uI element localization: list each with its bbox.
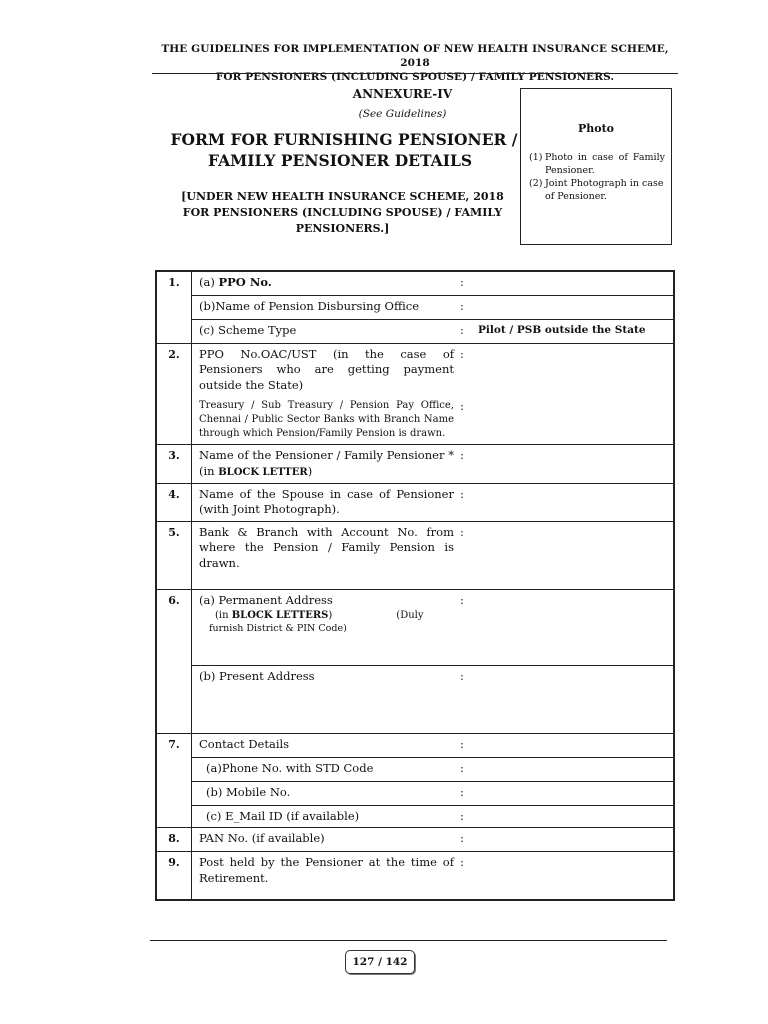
scheme-subtitle-line-1: [UNDER NEW HEALTH INSURANCE SCHEME, 2018 (181, 190, 504, 203)
ppo-no-label (192, 271, 461, 295)
colon: : (460, 757, 474, 781)
spouse-name-label: Name of the Spouse in case of Pensioner (with Joint Photograph). (192, 483, 461, 521)
ppo-no-text: PPO No. (218, 275, 272, 289)
row-6b (156, 665, 674, 733)
header-line-1: THE GUIDELINES FOR IMPLEMENTATION OF NEW HEALTH INSURANCE SCHEME, 2018 (161, 43, 669, 69)
block-letters-open: (in (215, 610, 232, 621)
row-1b (156, 295, 674, 319)
treasury-label: Treasury / Sub Treasury / Pension Pay Office, Chennai / Public Sector Banks with Branch Name through which Pension/Family Pension is drawn. (199, 400, 454, 439)
row-4-number: 4. (156, 483, 192, 521)
scheme-type-label: (c) Scheme Type (192, 319, 461, 343)
row-7 (156, 733, 674, 757)
scheme-type-value: Pilot / PSB outside the State (474, 319, 674, 343)
photo-note-2 (529, 177, 665, 203)
row-4 (156, 483, 674, 521)
contact-details-field[interactable] (474, 733, 674, 757)
colon: : (460, 733, 474, 757)
duly-text: (Duly (396, 610, 424, 621)
row-9-number: 9. (156, 852, 192, 900)
contact-details-label: Contact Details (192, 733, 461, 757)
district-pin-note: furnish District & PIN Code) (209, 623, 347, 634)
permanent-address-field[interactable] (474, 589, 674, 665)
row-8-number: 8. (156, 828, 192, 852)
pensioner-details-table (155, 270, 675, 901)
treasury-field[interactable] (474, 396, 674, 445)
pensioner-name-label-close: ) (307, 463, 313, 478)
colon: : (460, 665, 474, 733)
form-title (168, 129, 520, 171)
scheme-subtitle (180, 189, 505, 237)
photo-note-1 (529, 151, 665, 177)
email-field[interactable] (474, 805, 674, 828)
bank-branch-field[interactable] (474, 521, 674, 589)
bank-branch-label: Bank & Branch with Account No. from where the Pension / Family Pension is drawn. (192, 521, 461, 589)
pan-label: PAN No. (if available) (192, 828, 461, 852)
row-3 (156, 445, 674, 484)
row-2-number: 2. (156, 343, 192, 445)
block-letters-close: ) (328, 610, 333, 621)
photo-note-2-text: Joint Photograph in case of Pensioner. (545, 178, 664, 202)
mobile-label: (b) Mobile No. (192, 781, 461, 805)
permanent-address-text: (a) Permanent Address (199, 592, 333, 607)
pensioner-name-label-text: Name of the Pensioner / Family Pensioner * (in (199, 448, 454, 478)
row-7b (156, 781, 674, 805)
colon: : (460, 781, 474, 805)
spouse-name-field[interactable] (474, 483, 674, 521)
form-title-line-2: FAMILY PENSIONER DETAILS (208, 151, 473, 170)
photo-note-2-number: (2) (529, 178, 543, 189)
footer-divider (150, 940, 667, 941)
colon: : (460, 852, 474, 900)
phone-field[interactable] (474, 757, 674, 781)
colon: : (460, 275, 464, 289)
row-7c (156, 805, 674, 828)
disbursing-office-field[interactable] (474, 295, 674, 319)
colon: : (460, 483, 474, 521)
mobile-field[interactable] (474, 781, 674, 805)
pensioner-name-label (192, 445, 461, 484)
row-8 (156, 828, 674, 852)
row-7a (156, 757, 674, 781)
block-letters-text: BLOCK LETTERS (231, 610, 329, 621)
annexure-title: ANNEXURE-IV (352, 87, 453, 101)
row-6-number: 6. (156, 589, 192, 733)
present-address-field[interactable] (474, 665, 674, 733)
permanent-address-note (199, 609, 454, 623)
permanent-address-label (192, 589, 461, 665)
row-6a (156, 589, 674, 665)
row-7-number: 7. (156, 733, 192, 828)
form-title-line-1: FORM FOR FURNISHING PENSIONER / (170, 130, 518, 149)
row-5 (156, 521, 674, 589)
photo-box (520, 88, 672, 245)
row-5-number: 5. (156, 521, 192, 589)
row-1-number: 1. (156, 271, 192, 343)
colon: : (460, 445, 474, 484)
block-letter-text: BLOCK LETTER (218, 466, 308, 478)
ppo-oac-field[interactable] (474, 343, 674, 396)
photo-note-1-text: Photo in case of Family Pensioner. (545, 152, 665, 176)
disbursing-office-label: (b)Name of Pension Disbursing Office (192, 295, 461, 319)
header-divider (152, 73, 678, 74)
colon: : (460, 319, 474, 343)
scheme-subtitle-line-2: FOR PENSIONERS (INCLUDING SPOUSE) / FAMILY (182, 206, 503, 219)
colon: : (460, 295, 474, 319)
row-3-number: 3. (156, 445, 192, 484)
colon: : (460, 521, 474, 589)
colon: : (460, 399, 464, 413)
colon: : (460, 343, 474, 396)
header-line-2: FOR PENSIONERS (INCLUDING SPOUSE) / FAMILY PENSIONERS. (215, 71, 615, 83)
scheme-subtitle-line-3: PENSIONERS.] (295, 222, 390, 235)
post-held-field[interactable] (474, 852, 674, 900)
colon: : (460, 828, 474, 852)
phone-label: (a)Phone No. with STD Code (192, 757, 461, 781)
email-label: (c) E_Mail ID (if available) (192, 805, 461, 828)
colon: : (460, 589, 474, 665)
pan-field[interactable] (474, 828, 674, 852)
row-2a (156, 343, 674, 396)
row-9 (156, 852, 674, 900)
ppo-no-prefix: (a) (199, 275, 215, 289)
ppo-no-field[interactable] (474, 271, 674, 295)
photo-notes (529, 151, 665, 203)
photo-title: Photo (577, 122, 615, 135)
pensioner-name-field[interactable] (474, 445, 674, 484)
row-2b (156, 396, 674, 445)
photo-note-1-number: (1) (529, 152, 543, 163)
annexure-subtitle: (See Guidelines) (358, 108, 447, 120)
present-address-label: (b) Present Address (192, 665, 461, 733)
post-held-label: Post held by the Pensioner at the time of Retirement. (192, 852, 461, 900)
row-1c (156, 319, 674, 343)
page-number-badge: 127 / 142 (345, 950, 415, 974)
row-1a (156, 271, 674, 295)
document-header (152, 42, 678, 84)
ppo-oac-label: PPO No.OAC/UST (in the case of Pensioners who are getting payment outside the State) (192, 343, 461, 396)
colon: : (460, 805, 474, 828)
